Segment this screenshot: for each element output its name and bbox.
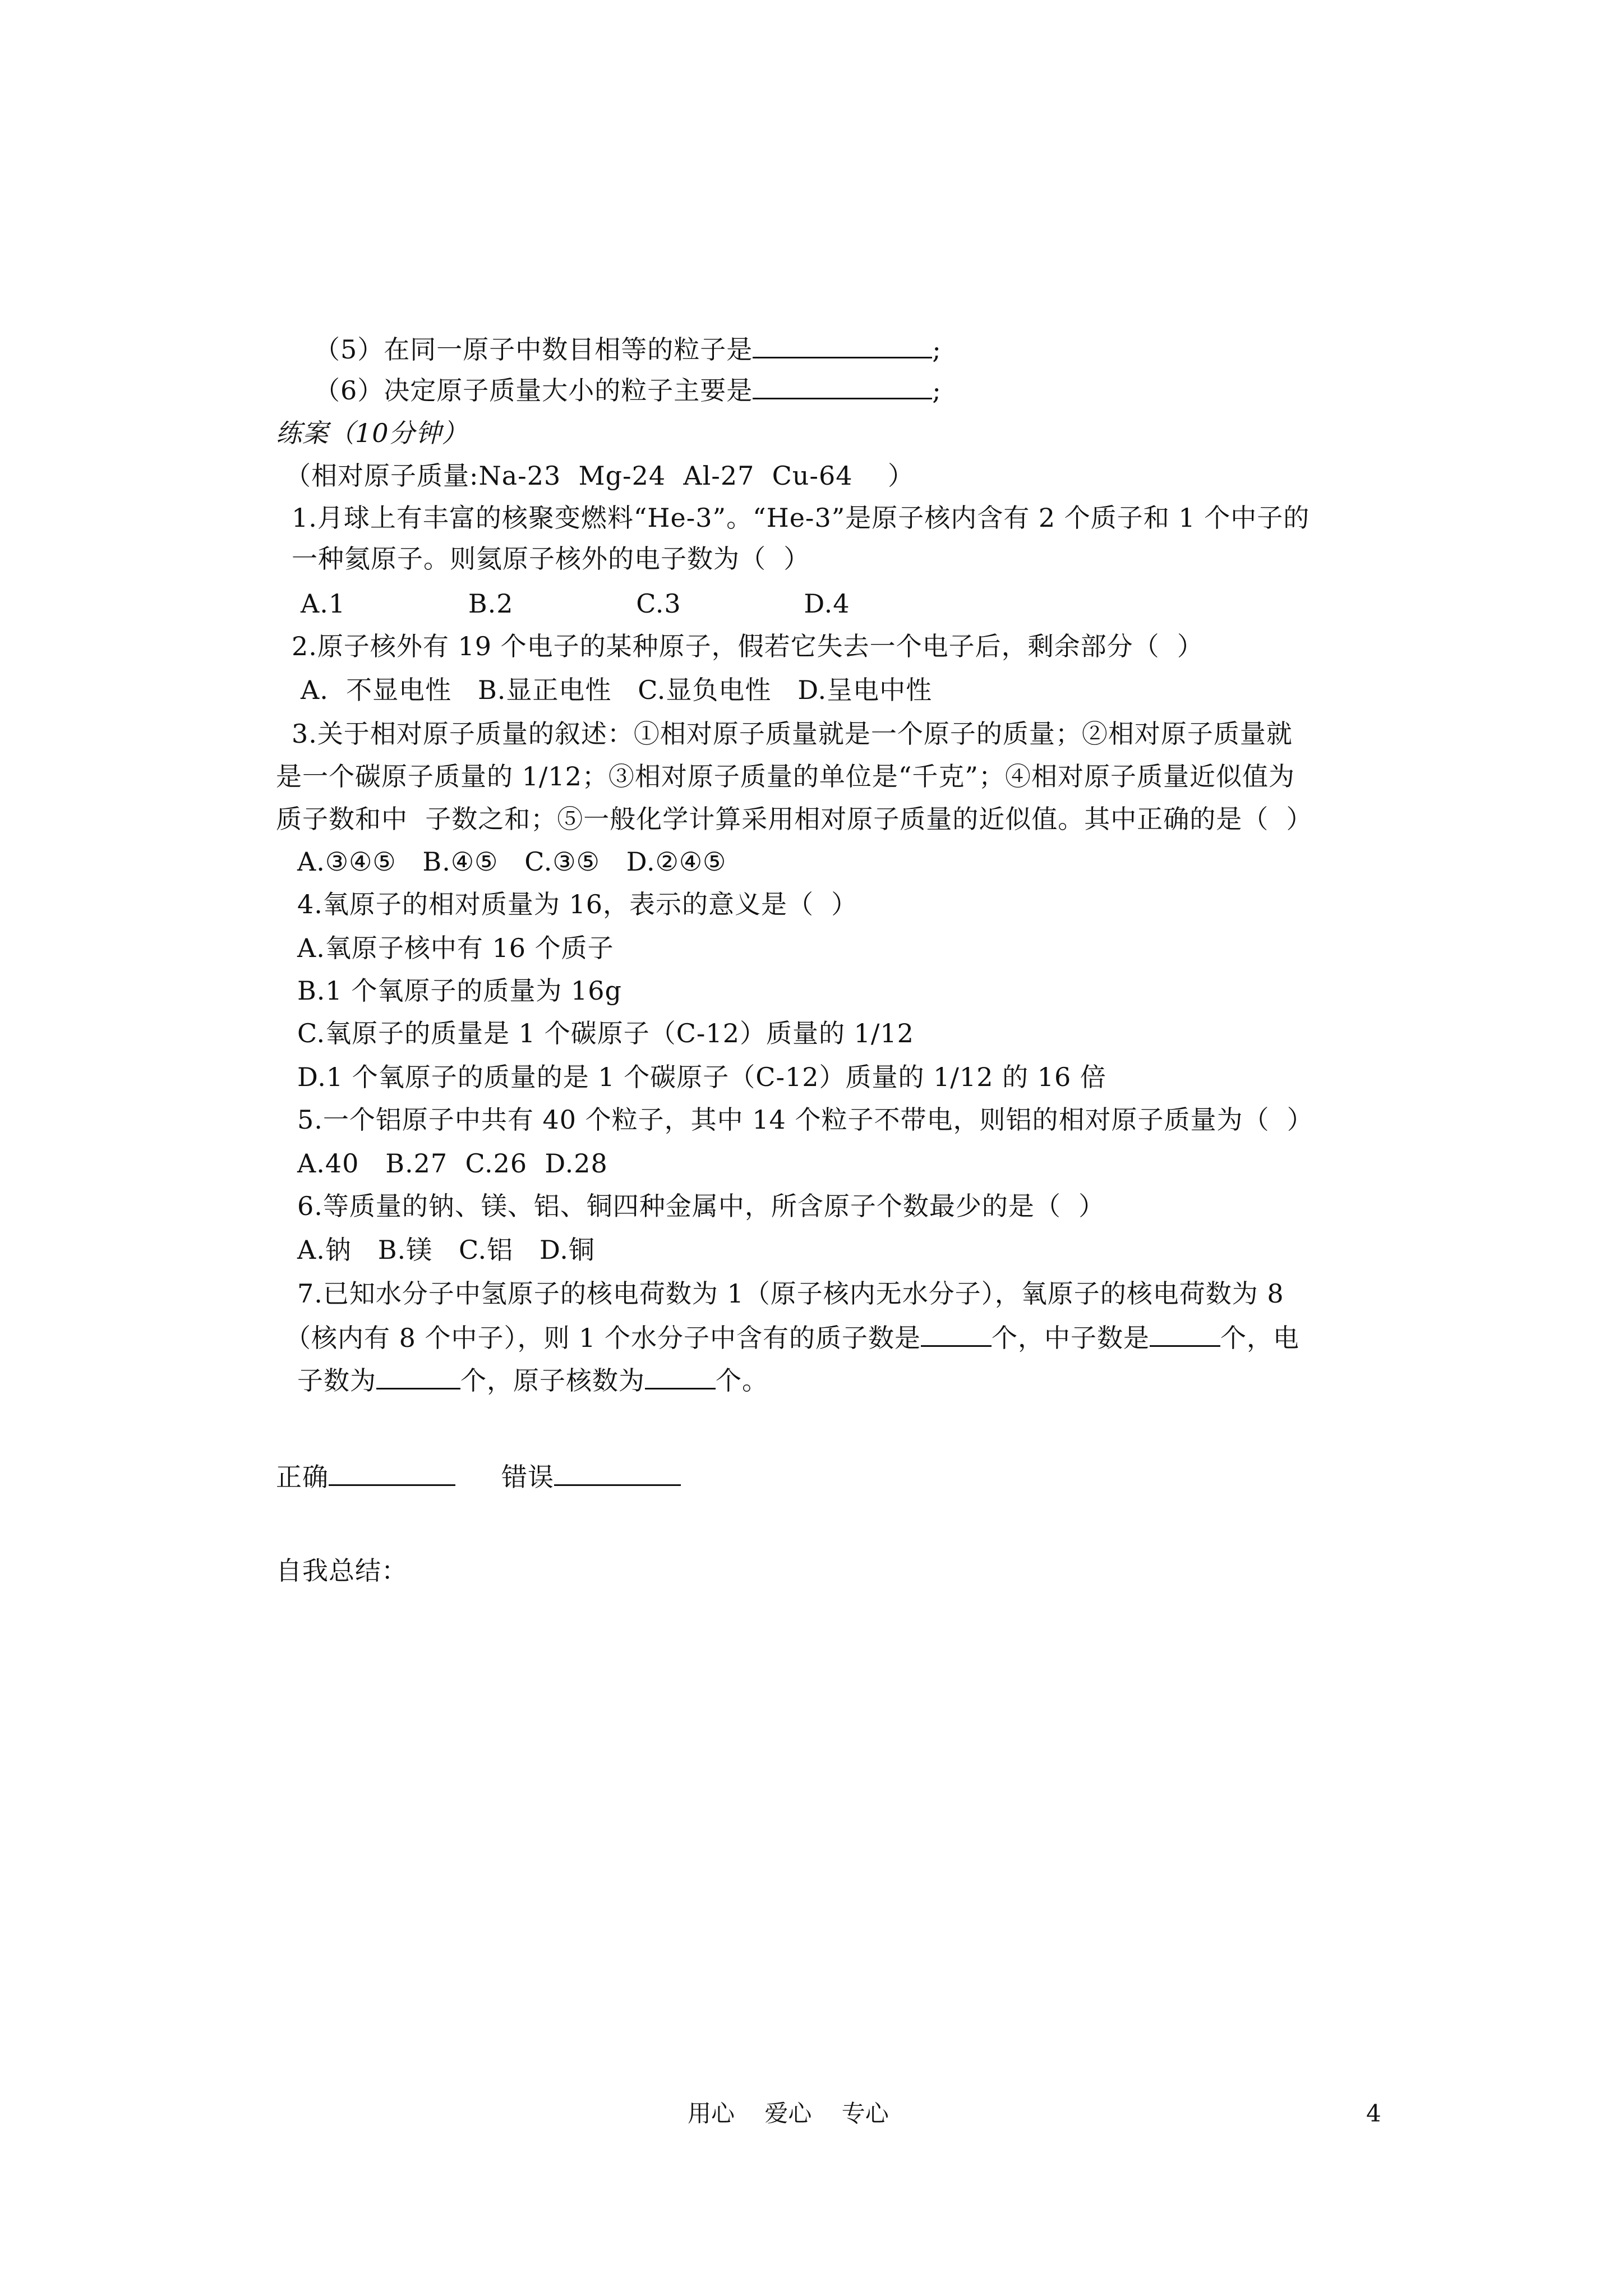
- wrong-count-blank[interactable]: [554, 1458, 681, 1486]
- neutron-count-blank[interactable]: [1150, 1319, 1220, 1347]
- question-3-options: A.③④⑤ B.④⑤ C.③⑤ D.②④⑤: [297, 846, 727, 877]
- question-1-line-2: 一种氦原子。则氦原子核外的电子数为（ ）: [292, 544, 810, 574]
- question-6b-options: A.钠 B.镁 C.铝 D.铜: [297, 1235, 595, 1265]
- score-line: [276, 1458, 681, 1494]
- correct-count-blank[interactable]: [329, 1458, 455, 1486]
- relative-mass-note: （相对原子质量:Na-23 Mg-24 Al-27 Cu-64 ）: [285, 461, 914, 491]
- answer-blank[interactable]: [753, 372, 932, 399]
- nucleus-count-blank[interactable]: [645, 1362, 716, 1389]
- question-7-line-1: 7.已知水分子中氢原子的核电荷数为 1（原子核内无水分子），氧原子的核电荷数为 8: [297, 1278, 1284, 1309]
- answer-blank[interactable]: [753, 331, 932, 358]
- question-4-option-d: D.1 个氧原子的质量的是 1 个碳原子（C-12）质量的 1/12 的 16 倍: [297, 1062, 1106, 1092]
- question-6b-line-1: 6.等质量的钠、镁、铝、铜四种金属中，所含原子个数最少的是（ ）: [297, 1191, 1105, 1221]
- correct-label: 正确: [276, 1462, 329, 1492]
- question-3-line-1: 3.关于相对原子质量的叙述：①相对原子质量就是一个原子的质量；②相对原子质量就: [292, 719, 1293, 749]
- question-1-options: A.1 B.2 C.3 D.4: [301, 588, 850, 619]
- self-summary-label: 自我总结：: [276, 1556, 408, 1586]
- question-4-line-1: 4.氧原子的相对质量为 16，表示的意义是（ ）: [297, 889, 858, 919]
- page-number: 4: [1366, 2100, 1381, 2127]
- question-4-option-b: B.1 个氧原子的质量为 16g: [297, 976, 622, 1006]
- question-1-line-1: 1.月球上有丰富的核聚变燃料“He-3”。“He-3”是原子核内含有 2 个质子和 1 个中子的: [292, 503, 1310, 533]
- question-4-option-c: C.氧原子的质量是 1 个碳原子（C-12）质量的 1/12: [297, 1018, 914, 1048]
- question-6-line: （6）决定原子质量大小的粒子主要是 ;: [314, 372, 942, 407]
- question-7-line-3: 子数为 个，原子核数为 个。: [297, 1362, 768, 1397]
- question-2-line-1: 2.原子核外有 19 个电子的某种原子，假若它失去一个电子后，剩余部分（ ）: [292, 631, 1204, 661]
- question-3-line-3: 质子数和中 子数之和；⑤一般化学计算采用相对原子质量的近似值。其中正确的是（ ）: [276, 804, 1313, 834]
- footer-motto: 用心 爱心 专心: [688, 2100, 889, 2127]
- question-2-options: A. 不显电性 B.显正电性 C.显负电性 D.呈电中性: [301, 675, 933, 705]
- question-5b-options: A.40 B.27 C.26 D.28: [297, 1148, 608, 1179]
- electron-count-blank[interactable]: [376, 1362, 460, 1389]
- question-7-line-2: （核内有 8 个中子），则 1 个水分子中含有的质子数是 个，中子数是 个，电: [285, 1319, 1299, 1355]
- question-5-line: （5）在同一原子中数目相等的粒子是 ;: [314, 331, 942, 366]
- question-4-option-a: A.氧原子核中有 16 个质子: [297, 933, 614, 963]
- wrong-label: 错误: [501, 1462, 554, 1492]
- question-3-line-2: 是一个碳原子质量的 1/12；③相对原子质量的单位是“千克”；④相对原子质量近似值为: [276, 761, 1295, 792]
- practice-heading: 练案（10分钟）: [276, 418, 468, 448]
- proton-count-blank[interactable]: [921, 1319, 992, 1347]
- question-5b-line-1: 5.一个铝原子中共有 40 个粒子，其中 14 个粒子不带电，则铝的相对原子质量为（ ）: [297, 1105, 1313, 1135]
